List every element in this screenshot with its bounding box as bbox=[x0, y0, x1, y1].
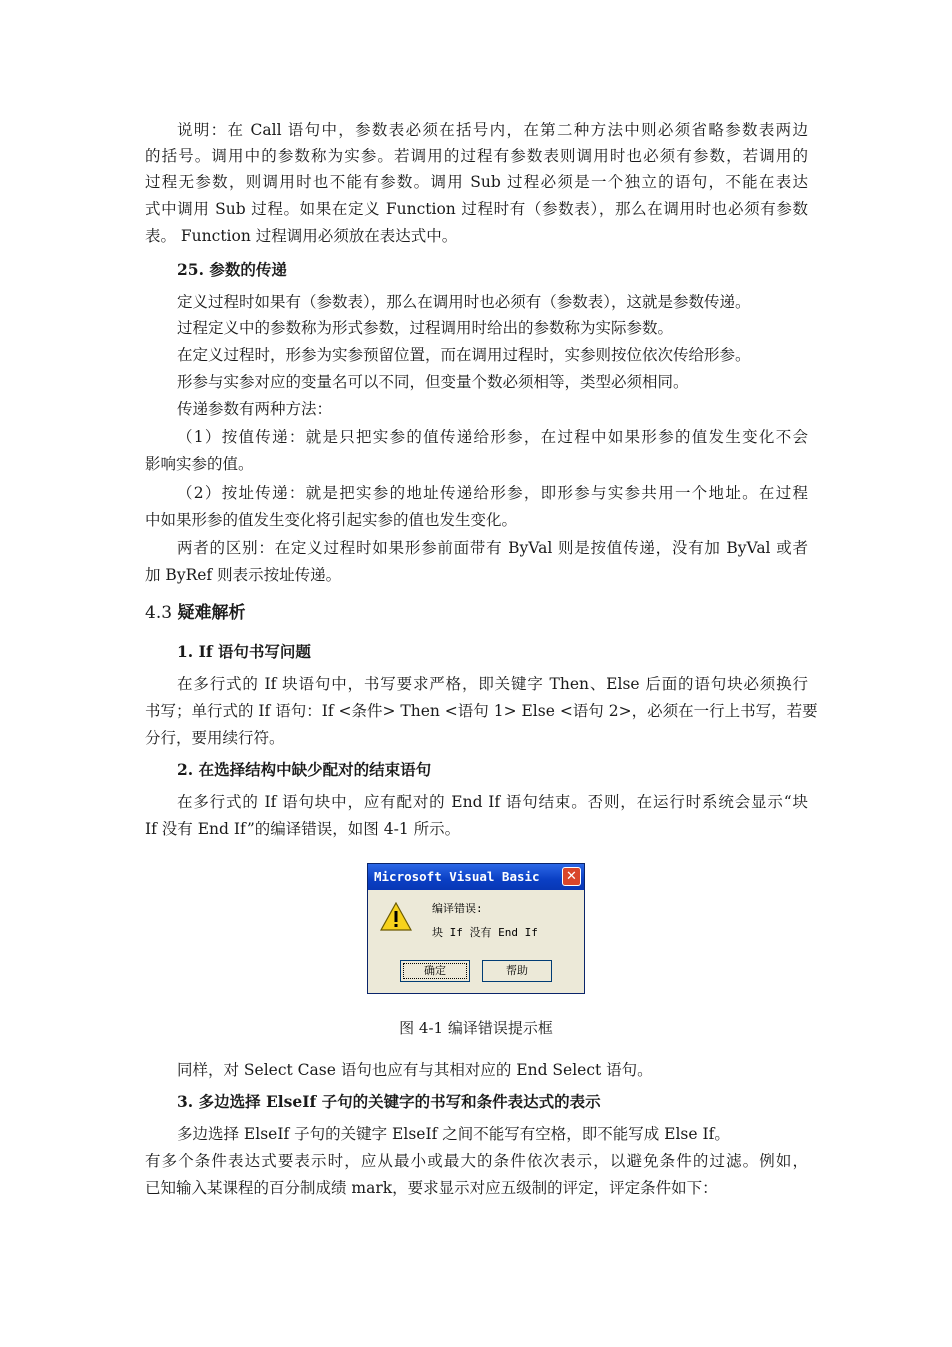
dialog-title: Microsoft Visual Basic bbox=[368, 864, 584, 890]
dialog-message-1: 编译错误: bbox=[432, 902, 483, 915]
paragraph-line: 多边选择 ElseIf 子句的关键字 ElseIf 之间不能写有空格，即不能写成 Else If。 bbox=[177, 1125, 730, 1143]
section-number: 4.3 bbox=[145, 603, 173, 623]
paragraph-line: 在多行式的 If 语句块中，应有配对的 End If 语句结束。否则，在运行时系统会显示“块 bbox=[177, 793, 808, 811]
paragraph-line: 在多行式的 If 块语句中，书写要求严格，即关键字 Then、Else 后面的语句块必须换行 bbox=[177, 675, 808, 693]
paragraph-line: 形参与实参对应的变量名可以不同，但变量个数必须相等，类型必须相同。 bbox=[177, 373, 689, 391]
paragraph-line: 的括号。调用中的参数称为实参。若调用的过程有参数表则调用时也必须有参数，若调用的 bbox=[145, 147, 808, 165]
paragraph-line: 同样，对 Select Case 语句也应有与其相对应的 End Select 语句。 bbox=[177, 1061, 653, 1079]
paragraph-line: 书写；单行式的 If 语句：If <条件> Then <语句 1> Else <语句 2>，必须在一行上书写，若要 bbox=[145, 702, 818, 720]
heading-25: 25. 参数的传递 bbox=[177, 260, 287, 279]
dialog-message-2: 块 If 没有 End If bbox=[432, 926, 538, 939]
paragraph-line: 传递参数有两种方法： bbox=[177, 400, 333, 418]
paragraph-line: 已知输入某课程的百分制成绩 mark，要求显示对应五级制的评定，评定条件如下： bbox=[145, 1179, 718, 1197]
paragraph-line: 影响实参的值。 bbox=[145, 455, 254, 473]
paragraph-line: 定义过程时如果有（参数表），那么在调用时也必须有（参数表），这就是参数传递。 bbox=[177, 293, 751, 311]
help-button[interactable]: 帮助 bbox=[482, 960, 552, 982]
heading-3: 3. 多边选择 ElseIf 子句的关键字的书写和条件表达式的表示 bbox=[177, 1092, 601, 1111]
paragraph-line: 两者的区别：在定义过程时如果形参前面带有 ByVal 则是按值传递，没有加 ByVal 或者 bbox=[177, 539, 808, 557]
paragraph-line: 在定义过程时，形参为实参预留位置，而在调用过程时，实参则按位依次传给形参。 bbox=[177, 346, 751, 364]
paragraph-line: 说明：在 Call 语句中，参数表必须在括号内，在第二种方法中则必须省略参数表两边 bbox=[177, 121, 808, 139]
paragraph-line: 分行，要用续行符。 bbox=[145, 729, 285, 747]
heading-1: 1. If 语句书写问题 bbox=[177, 642, 311, 661]
paragraph-line: 过程无参数，则调用时也不能有参数。调用 Sub 过程必须是一个独立的语句，不能在表达 bbox=[145, 173, 808, 191]
section-title: 疑难解析 bbox=[177, 603, 246, 623]
error-dialog bbox=[367, 863, 585, 994]
section-heading bbox=[145, 602, 245, 624]
paragraph-line: 过程定义中的参数称为形式参数，过程调用时给出的参数称为实际参数。 bbox=[177, 319, 674, 337]
paragraph-line: 式中调用 Sub 过程。如果在定义 Function 过程时有（参数表），那么在调用时也必须有参数 bbox=[145, 200, 808, 218]
paragraph-line: 加 ByRef 则表示按址传递。 bbox=[145, 566, 342, 584]
paragraph-line: If 没有 End If”的编译错误，如图 4-1 所示。 bbox=[145, 820, 461, 838]
paragraph-line: （1）按值传递：就是只把实参的值传递给形参，在过程中如果形参的值发生变化不会 bbox=[177, 428, 808, 446]
warning-icon bbox=[380, 902, 412, 932]
figure-caption: 图 4-1 编译错误提示框 bbox=[399, 1019, 553, 1037]
paragraph-line: 有多个条件表达式要表示时，应从最小或最大的条件依次表示，以避免条件的过滤。例如， bbox=[145, 1152, 808, 1170]
paragraph-line: 表。 Function 过程调用必须放在表达式中。 bbox=[145, 227, 458, 245]
paragraph-line: （2）按址传递：就是把实参的地址传递给形参，即形参与实参共用一个地址。在过程 bbox=[177, 484, 808, 502]
ok-button[interactable]: 确定 bbox=[400, 960, 470, 982]
close-icon[interactable]: ✕ bbox=[562, 867, 581, 886]
heading-2: 2. 在选择结构中缺少配对的结束语句 bbox=[177, 760, 432, 779]
paragraph-line: 中如果形参的值发生变化将引起实参的值也发生变化。 bbox=[145, 511, 518, 529]
